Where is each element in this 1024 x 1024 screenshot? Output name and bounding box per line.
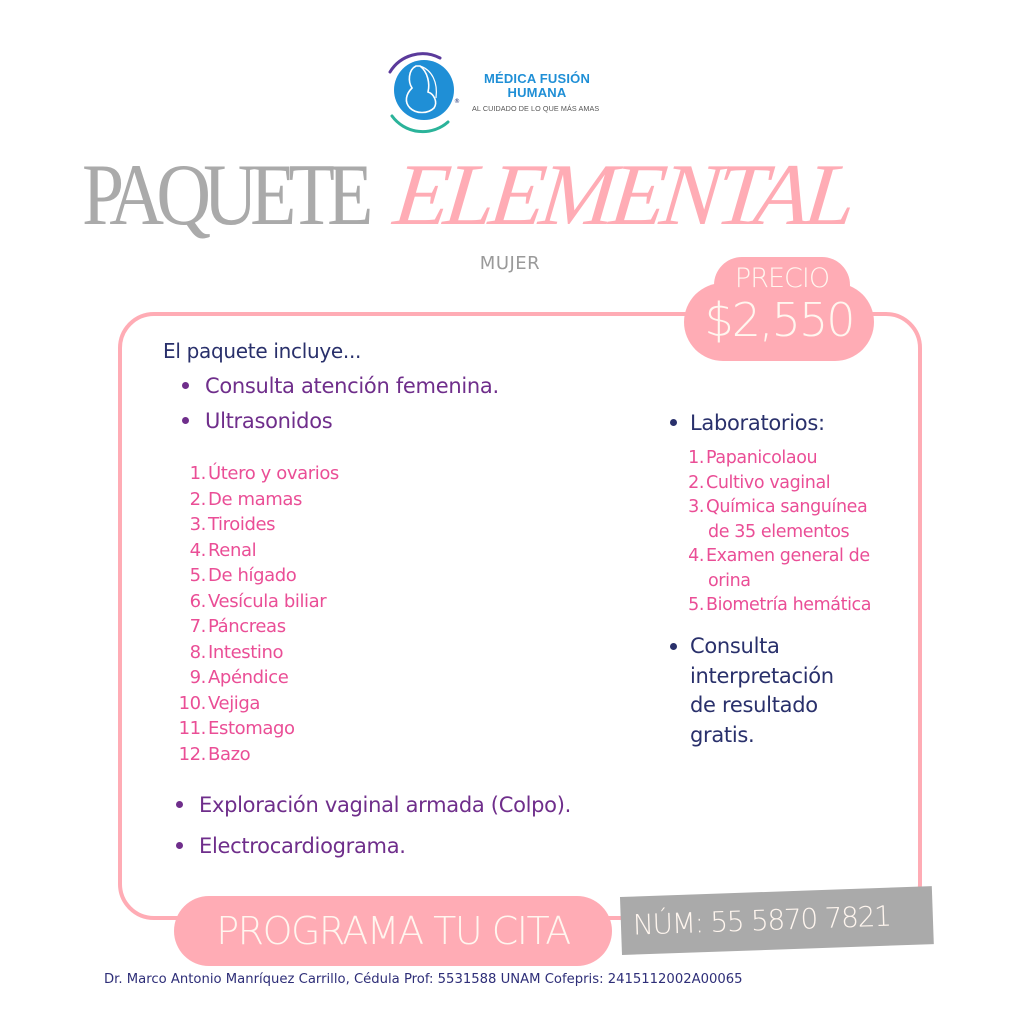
item-number: 4. xyxy=(688,546,704,566)
list-item xyxy=(174,487,339,513)
list-item-electrocardiograma xyxy=(176,834,406,858)
item-label: Vesícula biliar xyxy=(208,590,327,612)
title-part-paquete: PAQUETE xyxy=(82,147,366,244)
list-item-continuation: de 35 elementos xyxy=(708,521,850,542)
item-label: De hígado xyxy=(208,565,297,586)
list-item xyxy=(174,563,339,589)
item-label: Intestino xyxy=(208,641,284,663)
brand-name-line1: MÉDICA FUSIÓN xyxy=(483,71,591,86)
item-number: 2. xyxy=(189,488,206,510)
list-item xyxy=(174,742,339,768)
item-number: 5. xyxy=(189,565,206,586)
item-label: Tiroides xyxy=(208,514,276,535)
list-item-consulta-interpretacion xyxy=(670,632,870,750)
list-item xyxy=(664,495,871,520)
item-number: 12. xyxy=(178,743,206,765)
list-item xyxy=(664,593,871,618)
bullet-icon xyxy=(182,417,189,424)
item-label: De mamas xyxy=(208,488,302,510)
text-line: interpretación xyxy=(690,663,834,688)
laboratorios-list xyxy=(664,446,871,618)
item-number: 4. xyxy=(189,539,206,561)
phone-number-tag[interactable]: NÚM: 55 5870 7821 xyxy=(620,886,934,955)
list-item xyxy=(174,716,339,742)
brand-name-line2: HUMANA xyxy=(507,85,567,100)
list-item xyxy=(174,589,339,615)
package-intro: El paquete incluye... xyxy=(163,339,362,363)
brand-tagline: AL CUIDADO DE LO QUE MÁS AMAS xyxy=(472,104,600,113)
list-item-consulta-femenina xyxy=(182,374,499,398)
list-item-label: Electrocardiograma. xyxy=(199,834,406,858)
price-badge xyxy=(684,257,874,361)
list-item xyxy=(174,461,339,487)
item-label: Papanicolaou xyxy=(706,448,818,468)
item-number: 6. xyxy=(189,590,206,612)
item-number: 2. xyxy=(688,472,704,493)
list-item xyxy=(174,665,339,691)
schedule-appointment-button[interactable]: PROGRAMA TU CITA xyxy=(174,896,612,966)
registered-mark: ® xyxy=(454,98,460,105)
item-number: 1. xyxy=(189,463,206,484)
text-line: de resultado xyxy=(690,693,818,717)
item-label: Útero y ovarios xyxy=(208,463,339,484)
item-label: Renal xyxy=(208,539,257,561)
price-label: PRECIO xyxy=(734,263,830,294)
list-item-ultrasonidos xyxy=(182,409,332,433)
item-number: 3. xyxy=(688,497,704,517)
pregnant-woman-logo-icon xyxy=(378,52,470,134)
list-item xyxy=(664,446,871,471)
item-number: 10. xyxy=(178,692,206,714)
list-item xyxy=(664,544,871,569)
item-label: Cultivo vaginal xyxy=(706,472,831,493)
item-label: Examen general de xyxy=(706,546,870,566)
item-number: 1. xyxy=(688,448,704,468)
brand-name xyxy=(470,72,604,100)
item-label: Bazo xyxy=(208,743,251,765)
list-item-continuation: orina xyxy=(708,570,751,591)
list-item-label xyxy=(690,632,870,750)
item-label: Apéndice xyxy=(208,667,289,688)
item-number: 8. xyxy=(189,641,206,663)
doctor-credentials-footer: Dr. Marco Antonio Manríquez Carrillo, Cédula Prof: 5531588 UNAM Cofepris: 2415112002A00065 xyxy=(104,972,743,987)
list-item-label: Ultrasonidos xyxy=(205,409,333,433)
list-item xyxy=(174,691,339,717)
item-label: Páncreas xyxy=(208,616,286,637)
list-item-laboratorios xyxy=(670,411,825,435)
list-item-label: Laboratorios: xyxy=(690,411,825,435)
item-number: 9. xyxy=(189,667,206,688)
brand-logo xyxy=(378,52,608,134)
item-number: 5. xyxy=(688,595,704,615)
price-value: $2,550 xyxy=(704,293,854,347)
list-item xyxy=(174,614,339,640)
item-number: 3. xyxy=(189,514,206,535)
title-part-elemental: ELEMENTAL xyxy=(389,147,856,244)
text-line: gratis. xyxy=(690,722,755,747)
bullet-icon xyxy=(176,842,183,849)
item-number: 7. xyxy=(189,616,206,637)
list-item xyxy=(174,512,339,538)
item-label: Química sanguínea xyxy=(706,497,868,517)
bullet-icon xyxy=(670,643,677,650)
list-item-label: Consulta atención femenina. xyxy=(205,374,499,398)
item-label: Biometría hemática xyxy=(706,595,872,615)
bullet-icon xyxy=(182,382,189,389)
list-item-label: Exploración vaginal armada (Colpo). xyxy=(199,793,571,817)
item-number: 11. xyxy=(178,718,206,739)
ultrasonidos-list xyxy=(174,461,339,767)
list-item-colpo xyxy=(176,793,571,817)
item-label: Vejiga xyxy=(208,692,261,714)
bullet-icon xyxy=(670,419,677,426)
bullet-icon xyxy=(176,801,183,808)
list-item xyxy=(664,471,871,496)
list-item xyxy=(174,640,339,666)
list-item xyxy=(174,538,339,564)
subtitle-mujer: MUJER xyxy=(479,253,541,274)
item-label: Estomago xyxy=(208,718,295,739)
text-line: Consulta xyxy=(690,634,780,658)
